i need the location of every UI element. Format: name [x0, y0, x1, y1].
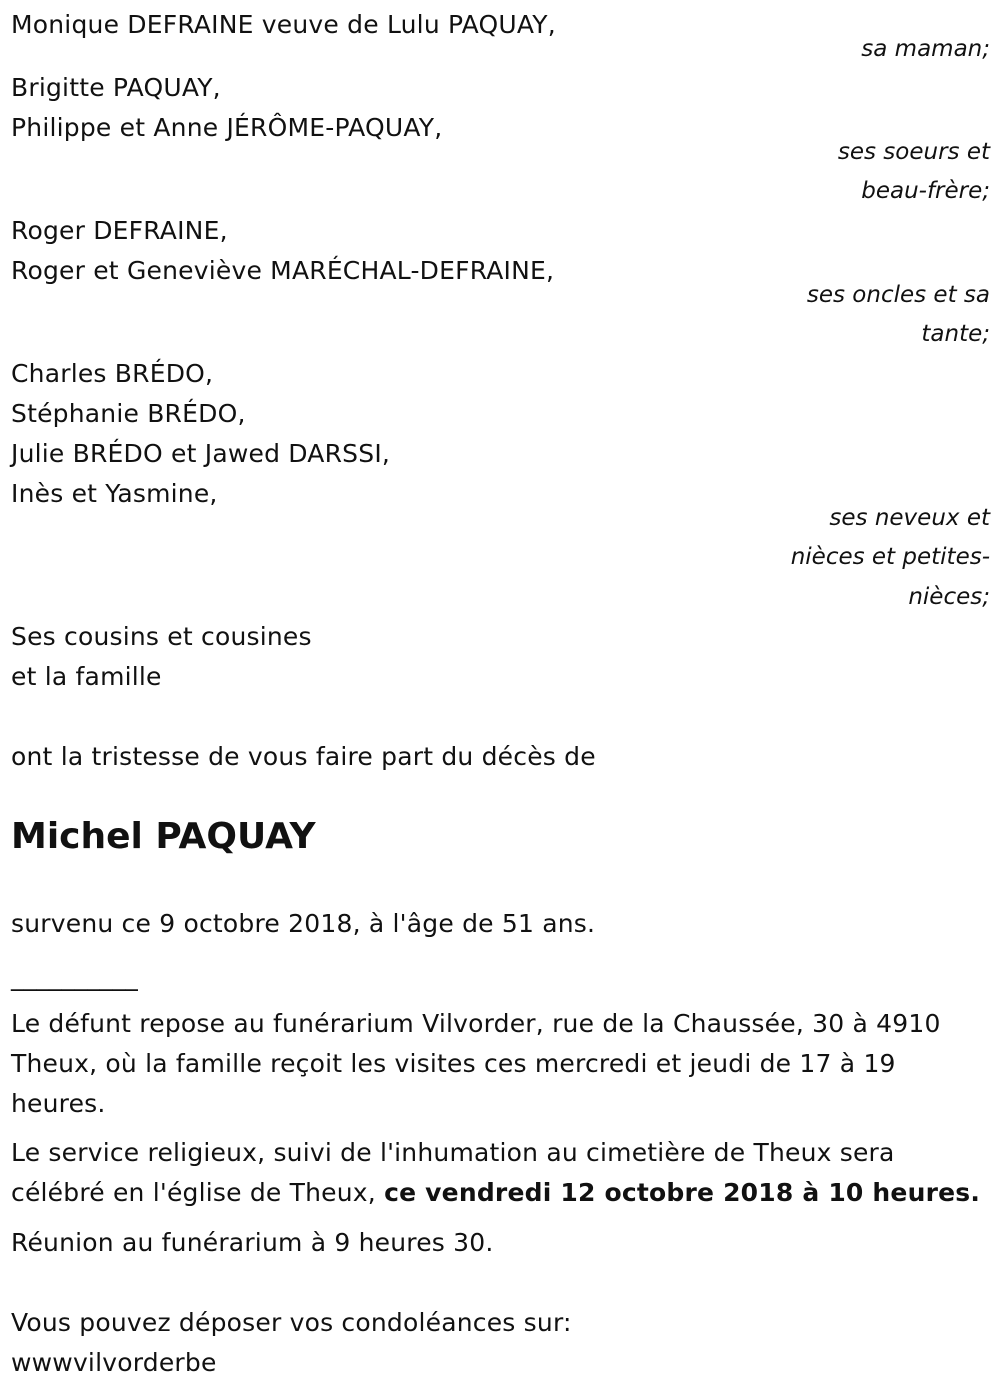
uncle-line-2: Roger et Geneviève MARÉCHAL-DEFRAINE, — [11, 256, 555, 285]
nephew-line-1: Charles BRÉDO, — [11, 359, 214, 388]
uncles-role-2: tante; — [921, 321, 990, 347]
service-line-1: Le service religieux, suivi de l'inhumation au cimetière de Theux sera — [11, 1138, 895, 1167]
nephews-role-3: nièces; — [908, 584, 990, 610]
meeting-line: Réunion au funérarium à 9 heures 30. — [11, 1228, 494, 1257]
nephew-line-4: Inès et Yasmine, — [11, 479, 218, 508]
siblings-role-1: ses soeurs et — [837, 139, 990, 165]
announcement: ont la tristesse de vous faire part du décès de — [11, 742, 596, 771]
uncle-line-1: Roger DEFRAINE, — [11, 216, 228, 245]
service-date: ce vendredi 12 octobre 2018 à 10 heures. — [384, 1178, 981, 1207]
nephews-role-1: ses neveux et — [829, 505, 990, 531]
service-text: célébré en l'église de Theux, — [11, 1178, 385, 1207]
death-info: survenu ce 9 octobre 2018, à l'âge de 51 ans. — [11, 909, 596, 938]
nephew-line-3: Julie BRÉDO et Jawed DARSSI, — [11, 439, 391, 468]
mother-role: sa maman; — [861, 36, 990, 62]
service-line-2 — [11, 1178, 980, 1208]
siblings-role-2: beau-frère; — [861, 178, 990, 204]
sibling-line-1: Brigitte PAQUAY, — [11, 73, 221, 102]
separator: __________ — [11, 962, 138, 991]
nephew-line-2: Stéphanie BRÉDO, — [11, 399, 246, 428]
nephews-role-2: nièces et petites- — [790, 544, 990, 570]
sibling-line-2: Philippe et Anne JÉRÔME-PAQUAY, — [11, 113, 443, 142]
viewing-line-3: heures. — [11, 1089, 106, 1118]
uncles-role-1: ses oncles et sa — [806, 282, 990, 308]
cousins-line-2: et la famille — [11, 662, 162, 691]
viewing-line-1: Le défunt repose au funérarium Vilvorder, rue de la Chaussée, 30 à 4910 — [11, 1009, 941, 1038]
condolences-website-link[interactable]: wwwvilvorderbe — [11, 1348, 217, 1377]
mother-line: Monique DEFRAINE veuve de Lulu PAQUAY, — [11, 10, 556, 39]
viewing-line-2: Theux, où la famille reçoit les visites ces mercredi et jeudi de 17 à 19 — [11, 1049, 896, 1078]
condolences-line: Vous pouvez déposer vos condoléances sur: — [11, 1308, 572, 1337]
cousins-line-1: Ses cousins et cousines — [11, 622, 312, 651]
deceased-name: Michel PAQUAY — [11, 816, 316, 857]
